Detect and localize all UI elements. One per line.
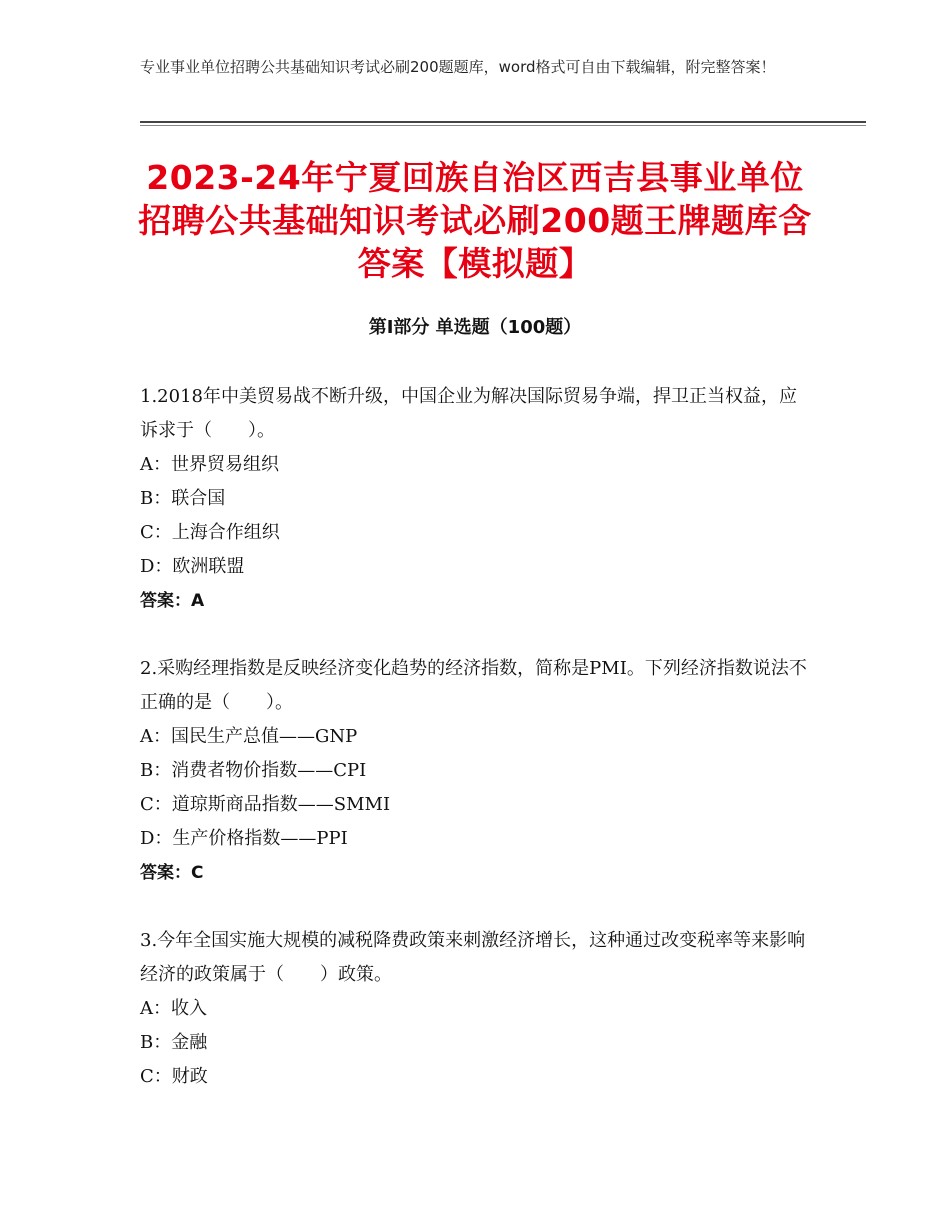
question-2 <box>140 652 812 890</box>
question-1 <box>140 380 812 618</box>
option-d: D：欧洲联盟 <box>140 556 245 577</box>
question-3 <box>140 924 812 1094</box>
header-rule-thin <box>140 125 866 126</box>
question-list <box>140 380 812 1128</box>
option-a: A：世界贸易组织 <box>140 454 279 475</box>
option-b: B：联合国 <box>140 488 226 509</box>
question-stem: 1.2018年中美贸易战不断升级，中国企业为解决国际贸易争端，捍卫正当权益，应诉求于（ ）。 <box>140 386 797 441</box>
option-c: C：道琼斯商品指数——SMMI <box>140 794 391 815</box>
answer: 答案：A <box>140 591 205 611</box>
option-a: A：国民生产总值——GNP <box>140 726 358 747</box>
option-b: B：消费者物价指数——CPI <box>140 760 367 781</box>
document-title: 2023-24年宁夏回族自治区西吉县事业单位招聘公共基础知识考试必刷200题王牌题库含答案【模拟题】 <box>138 158 812 283</box>
option-c: C：财政 <box>140 1066 208 1087</box>
section-heading: 第Ⅰ部分 单选题（100题） <box>368 317 582 338</box>
question-stem: 2.采购经理指数是反映经济变化趋势的经济指数，简称是PMI。下列经济指数说法不正确的是（ ）。 <box>140 658 807 713</box>
option-d: D：生产价格指数——PPI <box>140 828 348 849</box>
option-c: C：上海合作组织 <box>140 522 280 543</box>
option-b: B：金融 <box>140 1032 208 1053</box>
option-a: A：收入 <box>140 998 207 1019</box>
answer: 答案：C <box>140 863 204 883</box>
header-note: 专业事业单位招聘公共基础知识考试必刷200题题库，word格式可自由下载编辑，附完整答案！ <box>140 58 776 76</box>
question-stem: 3.今年全国实施大规模的减税降费政策来刺激经济增长，这种通过改变税率等来影响经济的政策属于（ ）政策。 <box>140 930 806 985</box>
header-rule <box>140 121 866 123</box>
